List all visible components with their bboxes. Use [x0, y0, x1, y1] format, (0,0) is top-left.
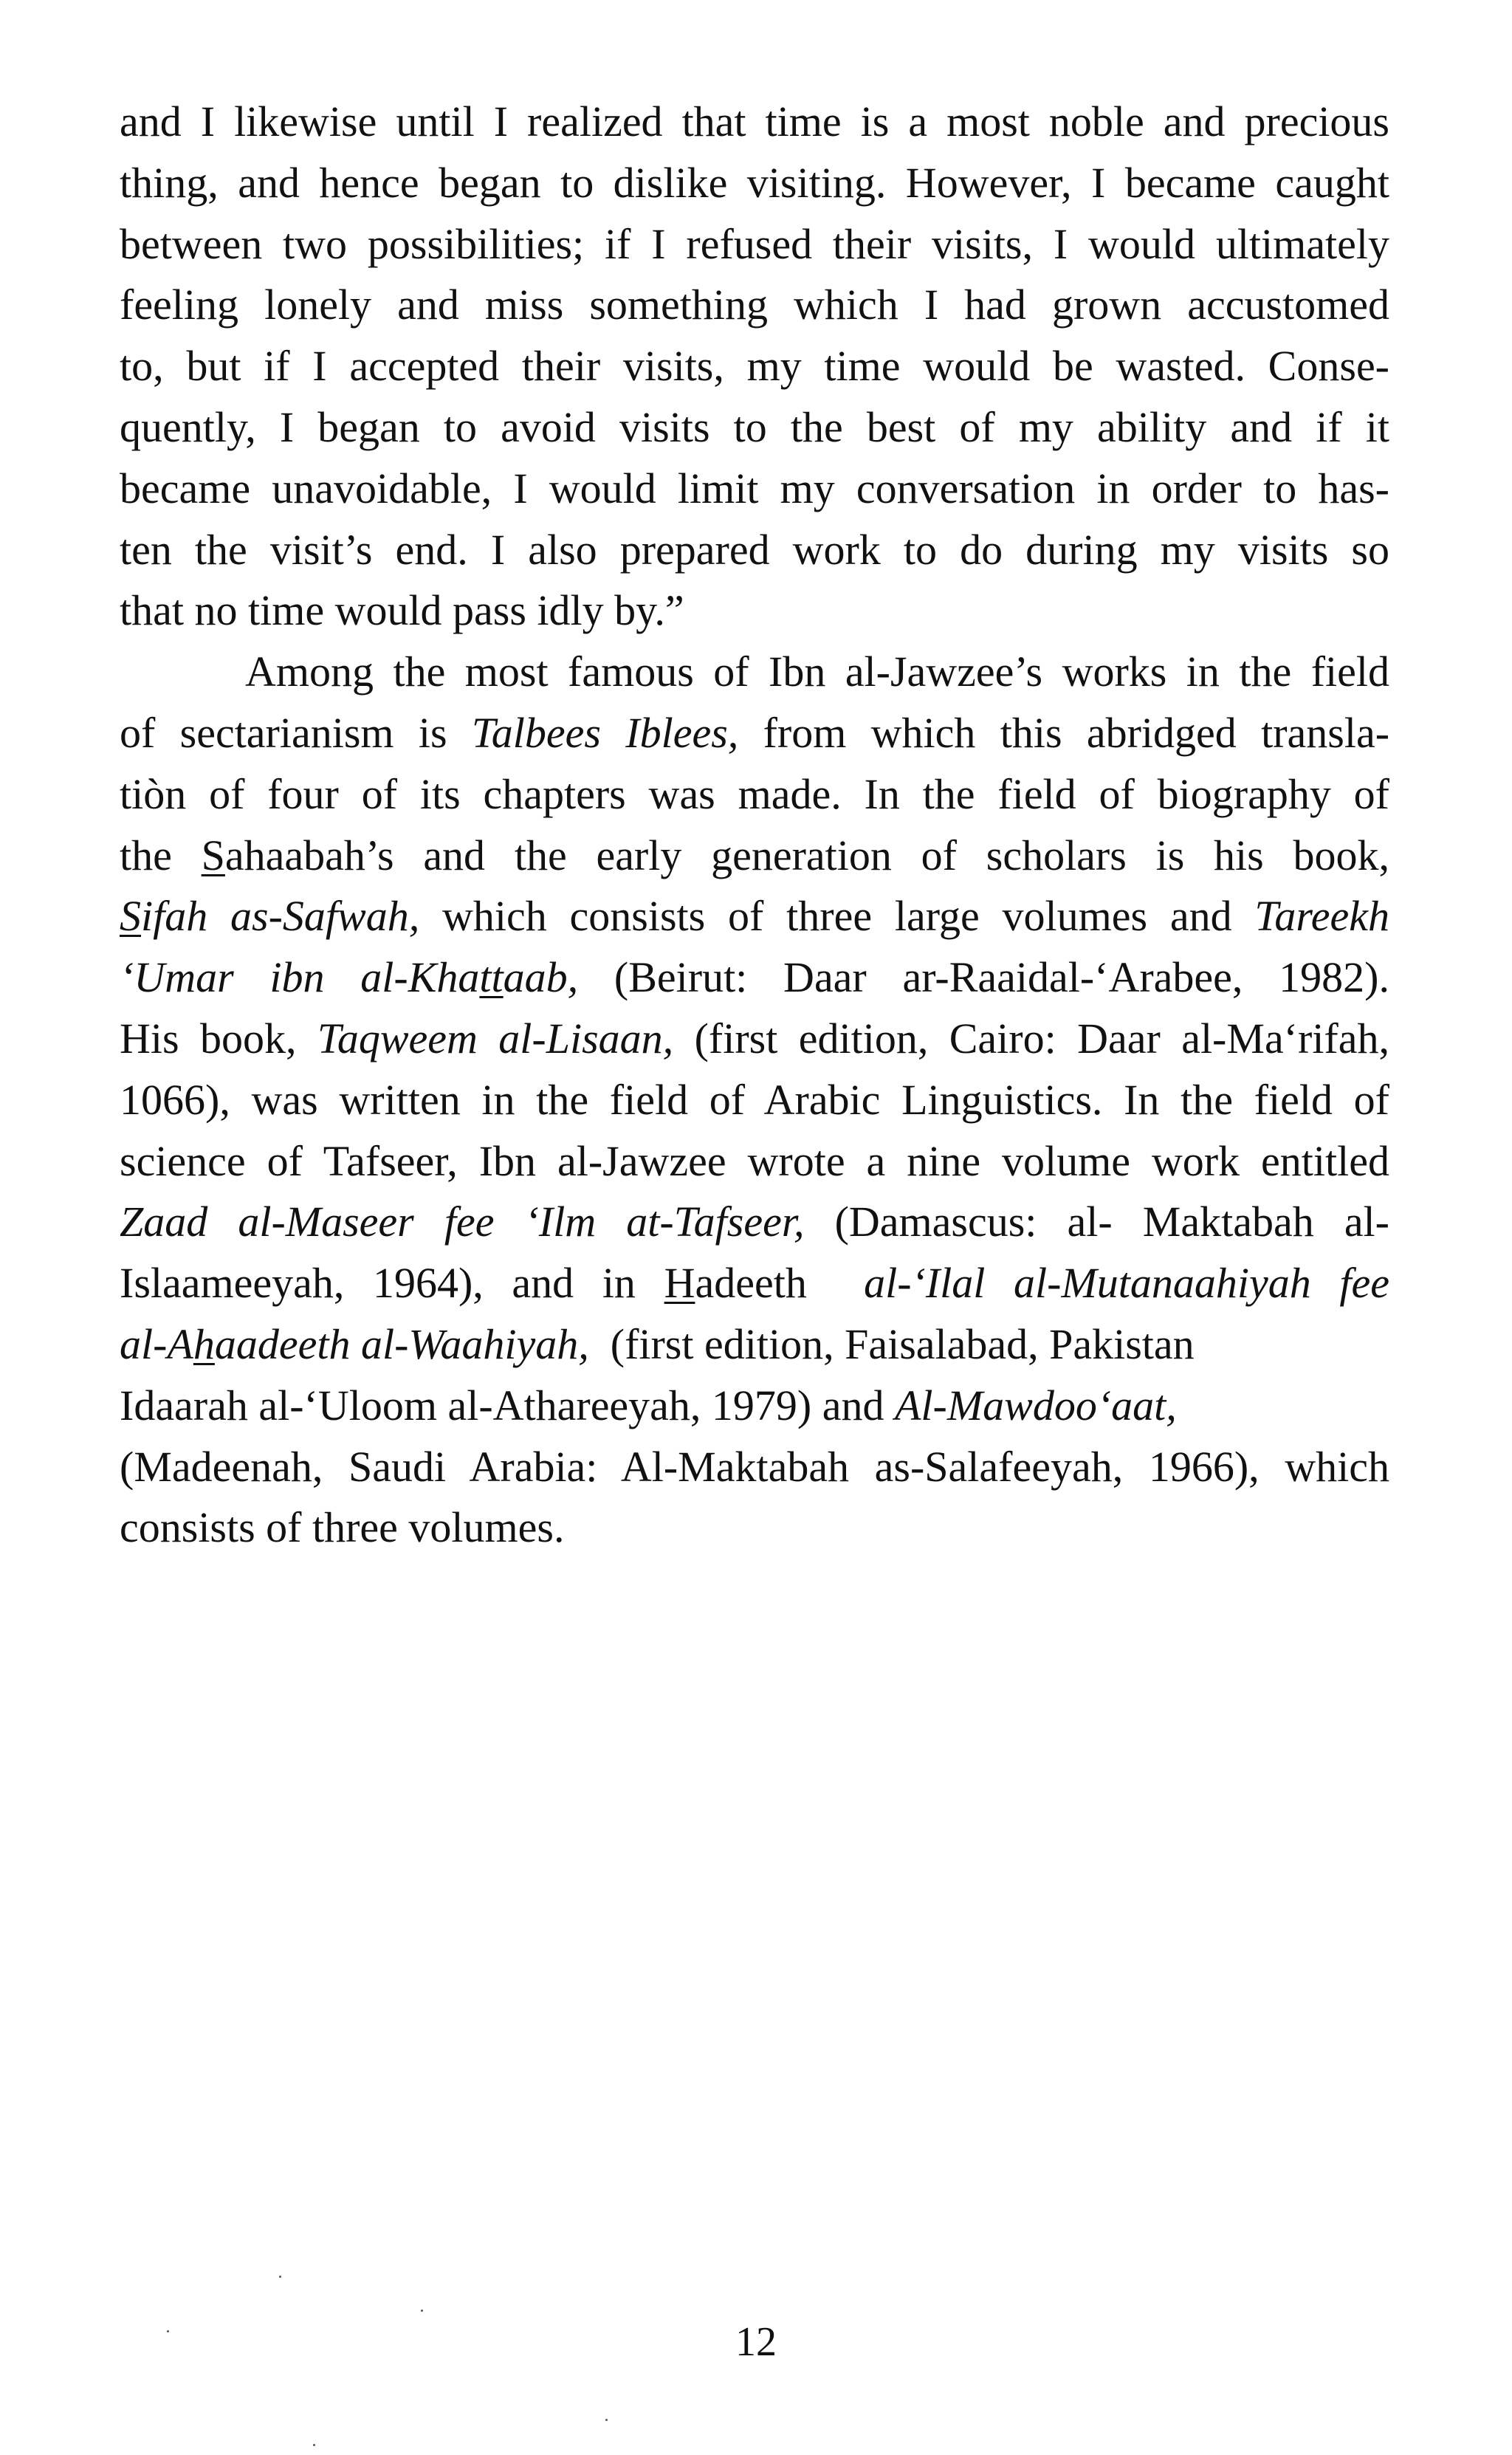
text-line	[120, 1253, 1389, 1314]
text-line	[120, 1437, 1389, 1498]
text-line	[120, 459, 1389, 520]
text-segment: Zaad al-Maseer fee ‘Ilm at-Tafseer,	[120, 1198, 805, 1246]
text-segment: the	[120, 831, 202, 879]
text-line	[120, 1070, 1389, 1131]
paragraph	[120, 642, 1389, 1559]
text-line	[120, 1131, 1389, 1192]
text-segment: that no time would pass idly by.”	[120, 586, 684, 635]
text-segment: aadeeth al-Waahiyah,	[214, 1319, 589, 1368]
text-segment: feeling lonely and miss something which I had grown accustomed	[120, 281, 1389, 329]
text-segment: Taqweem al-Lisaan,	[317, 1014, 674, 1062]
text-line	[120, 1376, 1389, 1437]
text-line	[120, 520, 1389, 581]
page-number: 12	[735, 2319, 777, 2365]
text-segment: ifah as-Safwah,	[141, 892, 420, 941]
text-segment: Talbees Iblees,	[471, 708, 739, 757]
text-segment: 1066), was written in the field of Arabic Linguistics. In the field of	[120, 1075, 1389, 1124]
text-line	[120, 580, 1389, 642]
text-segment: aab,	[503, 953, 579, 1002]
text-line	[120, 336, 1389, 397]
text-segment: science of Tafseer, Ibn al-Jawzee wrote a nine volume work entitled	[120, 1136, 1389, 1185]
text-line	[120, 764, 1389, 825]
text-segment: Tareekh	[1254, 892, 1389, 941]
text-line	[120, 703, 1389, 764]
text-line	[120, 214, 1389, 275]
text-line	[120, 825, 1389, 887]
text-line	[120, 397, 1389, 459]
text-segment: tt	[479, 953, 504, 1002]
scan-speck	[605, 2419, 608, 2421]
text-line	[120, 947, 1389, 1009]
text-segment: consists of three volumes.	[120, 1503, 565, 1552]
scan-speck	[421, 2310, 423, 2312]
text-line	[120, 886, 1389, 947]
text-segment: and I likewise until I realized that time is a most noble and precious	[120, 97, 1389, 145]
text-segment: al-‘Ilal al-Mutanaahiyah fee	[864, 1259, 1389, 1308]
text-line	[120, 275, 1389, 336]
text-line	[120, 1497, 1389, 1559]
text-segment: S	[201, 831, 225, 879]
text-segment: from which this abridged transla-	[738, 708, 1390, 757]
text-segment: S	[120, 892, 141, 941]
text-line	[120, 153, 1389, 214]
text-segment: Al-Mawdoo‘aat,	[894, 1381, 1177, 1429]
text-segment: tiòn of four of its chapters was made. In the field of biography of	[120, 769, 1389, 818]
text-segment: to, but if I accepted their visits, my time would be wasted. Conse-	[120, 342, 1389, 391]
text-line	[120, 642, 1389, 703]
text-segment: became unavoidable, I would limit my conversation in order to has-	[120, 464, 1389, 512]
text-segment: of sectarianism is	[120, 708, 472, 757]
scan-speck	[313, 2444, 315, 2446]
scan-speck	[279, 2276, 281, 2278]
paragraph	[120, 92, 1389, 642]
text-segment: h	[193, 1319, 215, 1368]
text-segment: al-A	[120, 1319, 193, 1368]
text-segment: ahaabah’s and the early generation of scholars is his book,	[224, 831, 1389, 879]
text-segment: (Damascus: al- Maktabah al-	[804, 1198, 1389, 1246]
text-segment: ten the visit’s end. I also prepared work to do during my visits so	[120, 525, 1389, 574]
text-segment: (first edition, Cairo: Daar al-Ma‘rifah,	[673, 1014, 1389, 1062]
text-segment: (Madeenah, Saudi Arabia: Al-Maktabah as-Salafeeyah, 1966), which	[120, 1442, 1389, 1491]
text-segment: His book,	[120, 1014, 317, 1062]
text-segment: (Beirut: Daar ar-Raaidal-‘Arabee, 1982).	[578, 953, 1389, 1002]
text-segment: which consists of three large volumes and	[419, 892, 1255, 941]
text-line	[120, 1009, 1389, 1070]
text-segment: Among the most famous of Ibn al-Jawzee’s works in the field	[245, 648, 1389, 696]
scan-speck	[167, 2330, 169, 2332]
text-line	[120, 1314, 1389, 1376]
text-line	[120, 1192, 1389, 1253]
text-segment: thing, and hence began to dislike visiting. However, I became caught	[120, 158, 1389, 207]
text-segment: ‘Umar ibn al-Kha	[120, 953, 480, 1002]
text-segment: Islaameeyah, 1964), and in	[120, 1259, 664, 1308]
body-text	[120, 92, 1389, 1559]
text-segment: between two possibilities; if I refused their visits, I would ultimately	[120, 219, 1389, 268]
text-segment: (first edition, Faisalabad, Pakistan	[588, 1319, 1195, 1368]
text-segment: H	[664, 1259, 695, 1308]
text-line	[120, 92, 1389, 153]
text-segment: quently, I began to avoid visits to the best of my ability and if it	[120, 402, 1389, 451]
text-segment: adeeth	[695, 1259, 865, 1308]
text-segment: Idaarah al-‘Uloom al-Athareeyah, 1979) and	[120, 1381, 895, 1429]
